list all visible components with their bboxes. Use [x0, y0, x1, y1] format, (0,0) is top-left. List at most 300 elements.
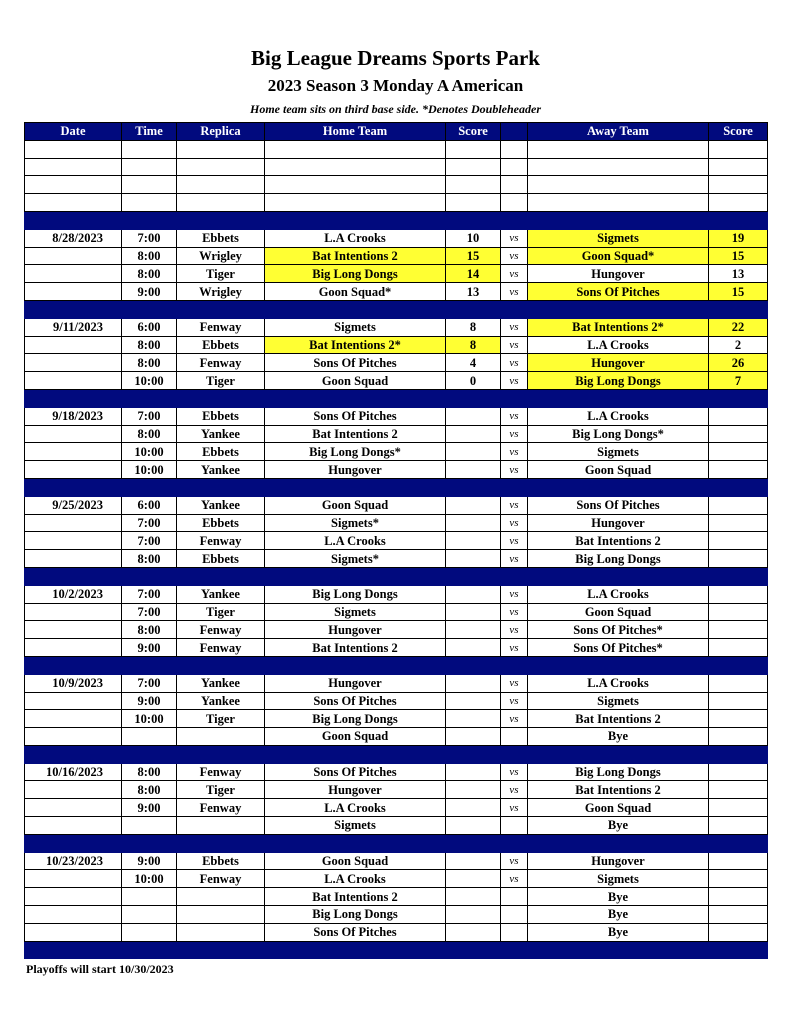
date-cell — [25, 728, 122, 746]
empty-row — [25, 140, 768, 158]
away-score-cell: 15 — [709, 247, 768, 265]
separator-cell — [709, 656, 768, 674]
away-score-cell — [709, 425, 768, 443]
time-cell: 7:00 — [122, 532, 177, 550]
away-team-cell: Big Long Dongs — [528, 372, 709, 390]
time-cell — [122, 888, 177, 906]
home-team-cell: L.A Crooks — [265, 532, 446, 550]
home-team-cell: Sigmets* — [265, 550, 446, 568]
time-cell: 7:00 — [122, 229, 177, 247]
separator-cell — [265, 656, 446, 674]
home-score-cell: 8 — [446, 318, 501, 336]
away-team-cell: Hungover — [528, 514, 709, 532]
table-row — [25, 906, 768, 924]
table-row — [25, 888, 768, 906]
home-score-cell — [446, 514, 501, 532]
away-team-cell — [528, 194, 709, 212]
time-cell: 10:00 — [122, 461, 177, 479]
vs-cell: vs — [501, 852, 528, 870]
empty-row — [25, 176, 768, 194]
separator-cell — [446, 567, 501, 585]
away-team-cell: Goon Squad — [528, 603, 709, 621]
home-team-cell: Hungover — [265, 674, 446, 692]
week-separator-row — [25, 834, 768, 852]
time-cell — [122, 906, 177, 924]
home-team-cell: Bat Intentions 2* — [265, 336, 446, 354]
date-cell — [25, 692, 122, 710]
away-score-cell — [709, 888, 768, 906]
home-score-cell — [446, 621, 501, 639]
home-team-cell: Sons Of Pitches — [265, 354, 446, 372]
away-score-cell: 26 — [709, 354, 768, 372]
vs-cell — [501, 817, 528, 835]
date-cell — [25, 283, 122, 301]
away-team-cell — [528, 158, 709, 176]
replica-cell: Yankee — [177, 692, 265, 710]
vs-cell: vs — [501, 692, 528, 710]
replica-cell — [177, 817, 265, 835]
replica-cell — [177, 906, 265, 924]
table-row — [25, 781, 768, 799]
separator-cell — [501, 478, 528, 496]
separator-cell — [709, 300, 768, 318]
date-cell — [25, 176, 122, 194]
away-score-cell — [709, 585, 768, 603]
time-cell: 10:00 — [122, 372, 177, 390]
col-vs-header — [501, 123, 528, 141]
time-cell: 8:00 — [122, 425, 177, 443]
separator-cell — [446, 745, 501, 763]
date-cell — [25, 247, 122, 265]
week-separator-row — [25, 300, 768, 318]
time-cell: 9:00 — [122, 799, 177, 817]
time-cell: 7:00 — [122, 674, 177, 692]
schedule-note: Home team sits on third base side. *Denotes Doubleheader — [250, 102, 541, 116]
home-team-cell: Big Long Dongs — [265, 585, 446, 603]
home-score-cell — [446, 852, 501, 870]
table-row — [25, 870, 768, 888]
home-team-cell: Sons Of Pitches — [265, 692, 446, 710]
date-cell: 9/18/2023 — [25, 407, 122, 425]
separator-cell — [709, 834, 768, 852]
separator-cell — [25, 389, 122, 407]
home-team-cell: Hungover — [265, 621, 446, 639]
away-score-cell — [709, 781, 768, 799]
week-separator-row — [25, 567, 768, 585]
col-time-header: Time — [122, 123, 177, 141]
date-cell: 10/16/2023 — [25, 763, 122, 781]
vs-cell: vs — [501, 621, 528, 639]
table-row — [25, 265, 768, 283]
vs-cell: vs — [501, 710, 528, 728]
separator-cell — [528, 941, 709, 959]
table-row — [25, 247, 768, 265]
time-cell — [122, 923, 177, 941]
separator-cell — [25, 941, 122, 959]
away-team-cell: Hungover — [528, 354, 709, 372]
home-score-cell: 10 — [446, 229, 501, 247]
time-cell — [122, 140, 177, 158]
away-score-cell — [709, 923, 768, 941]
separator-cell — [446, 834, 501, 852]
time-cell: 8:00 — [122, 336, 177, 354]
vs-cell: vs — [501, 229, 528, 247]
home-score-cell — [446, 194, 501, 212]
vs-cell: vs — [501, 781, 528, 799]
separator-cell — [709, 389, 768, 407]
separator-cell — [446, 656, 501, 674]
home-score-cell — [446, 763, 501, 781]
separator-cell — [177, 300, 265, 318]
home-score-cell: 8 — [446, 336, 501, 354]
separator-cell — [446, 300, 501, 318]
separator-cell — [122, 567, 177, 585]
away-score-cell: 2 — [709, 336, 768, 354]
away-team-cell: Bye — [528, 817, 709, 835]
away-score-cell — [709, 158, 768, 176]
separator-cell — [265, 389, 446, 407]
replica-cell: Ebbets — [177, 550, 265, 568]
away-score-cell — [709, 443, 768, 461]
home-team-cell — [265, 194, 446, 212]
separator-cell — [709, 567, 768, 585]
vs-cell: vs — [501, 425, 528, 443]
replica-cell — [177, 888, 265, 906]
table-row — [25, 496, 768, 514]
time-cell: 9:00 — [122, 639, 177, 657]
separator-cell — [177, 478, 265, 496]
separator-cell — [501, 834, 528, 852]
replica-cell: Fenway — [177, 799, 265, 817]
separator-cell — [501, 745, 528, 763]
separator-cell — [501, 656, 528, 674]
separator-cell — [528, 834, 709, 852]
away-score-cell — [709, 550, 768, 568]
table-row — [25, 318, 768, 336]
time-cell — [122, 817, 177, 835]
col-replica-header: Replica — [177, 123, 265, 141]
replica-cell: Ebbets — [177, 336, 265, 354]
home-team-cell — [265, 140, 446, 158]
away-score-cell: 19 — [709, 229, 768, 247]
home-team-cell: Sons Of Pitches — [265, 763, 446, 781]
date-cell — [25, 550, 122, 568]
separator-cell — [528, 567, 709, 585]
time-cell: 6:00 — [122, 496, 177, 514]
week-separator-row — [25, 745, 768, 763]
replica-cell: Tiger — [177, 603, 265, 621]
table-row — [25, 639, 768, 657]
away-team-cell: Bat Intentions 2 — [528, 781, 709, 799]
away-score-cell — [709, 870, 768, 888]
date-cell — [25, 354, 122, 372]
replica-cell: Fenway — [177, 354, 265, 372]
separator-cell — [446, 941, 501, 959]
table-row — [25, 407, 768, 425]
date-cell — [25, 906, 122, 924]
replica-cell — [177, 194, 265, 212]
time-cell: 7:00 — [122, 514, 177, 532]
replica-cell: Ebbets — [177, 229, 265, 247]
replica-cell: Fenway — [177, 532, 265, 550]
away-score-cell: 22 — [709, 318, 768, 336]
separator-cell — [265, 478, 446, 496]
away-team-cell: Bye — [528, 888, 709, 906]
away-team-cell: Hungover — [528, 265, 709, 283]
separator-cell — [122, 834, 177, 852]
vs-cell: vs — [501, 799, 528, 817]
date-cell — [25, 621, 122, 639]
away-score-cell — [709, 532, 768, 550]
season-subtitle: 2023 Season 3 Monday A American — [267, 76, 524, 95]
away-team-cell: Hungover — [528, 852, 709, 870]
replica-cell — [177, 176, 265, 194]
home-team-cell: Goon Squad* — [265, 283, 446, 301]
replica-cell — [177, 158, 265, 176]
table-row — [25, 674, 768, 692]
home-team-cell: Big Long Dongs* — [265, 443, 446, 461]
away-team-cell: Sons Of Pitches — [528, 283, 709, 301]
home-team-cell: Hungover — [265, 781, 446, 799]
time-cell: 8:00 — [122, 781, 177, 799]
table-row — [25, 763, 768, 781]
date-cell — [25, 923, 122, 941]
separator-cell — [177, 656, 265, 674]
vs-cell — [501, 906, 528, 924]
date-cell — [25, 372, 122, 390]
vs-cell — [501, 728, 528, 746]
home-team-cell: Sons Of Pitches — [265, 923, 446, 941]
away-team-cell: Bat Intentions 2* — [528, 318, 709, 336]
date-cell: 10/23/2023 — [25, 852, 122, 870]
vs-cell — [501, 923, 528, 941]
away-team-cell: Sons Of Pitches* — [528, 621, 709, 639]
time-cell: 9:00 — [122, 852, 177, 870]
week-separator-row — [25, 389, 768, 407]
home-score-cell — [446, 461, 501, 479]
home-team-cell — [265, 158, 446, 176]
separator-cell — [501, 941, 528, 959]
home-score-cell: 15 — [446, 247, 501, 265]
home-score-cell: 4 — [446, 354, 501, 372]
home-score-cell — [446, 870, 501, 888]
time-cell: 8:00 — [122, 550, 177, 568]
home-team-cell: Sigmets — [265, 603, 446, 621]
vs-cell: vs — [501, 247, 528, 265]
home-score-cell — [446, 906, 501, 924]
col-away-team-header: Away Team — [528, 123, 709, 141]
separator-cell — [446, 211, 501, 229]
table-row — [25, 692, 768, 710]
table-row — [25, 621, 768, 639]
separator-cell — [25, 211, 122, 229]
time-cell — [122, 728, 177, 746]
empty-row — [25, 194, 768, 212]
vs-cell — [501, 158, 528, 176]
date-cell — [25, 140, 122, 158]
home-team-cell: Sigmets* — [265, 514, 446, 532]
away-score-cell — [709, 710, 768, 728]
vs-cell: vs — [501, 372, 528, 390]
separator-cell — [177, 941, 265, 959]
separator-cell — [177, 389, 265, 407]
time-cell: 8:00 — [122, 265, 177, 283]
home-score-cell — [446, 176, 501, 194]
date-cell — [25, 639, 122, 657]
separator-cell — [122, 941, 177, 959]
time-cell: 7:00 — [122, 585, 177, 603]
vs-cell: vs — [501, 283, 528, 301]
away-team-cell: Sigmets — [528, 229, 709, 247]
home-team-cell — [265, 176, 446, 194]
away-team-cell: Big Long Dongs — [528, 763, 709, 781]
date-cell — [25, 443, 122, 461]
separator-cell — [528, 211, 709, 229]
replica-cell: Fenway — [177, 318, 265, 336]
separator-cell — [122, 300, 177, 318]
separator-cell — [122, 656, 177, 674]
replica-cell: Ebbets — [177, 407, 265, 425]
vs-cell — [501, 888, 528, 906]
replica-cell: Yankee — [177, 461, 265, 479]
vs-cell — [501, 140, 528, 158]
home-score-cell: 13 — [446, 283, 501, 301]
away-score-cell — [709, 176, 768, 194]
schedule-table — [24, 122, 768, 959]
date-cell — [25, 603, 122, 621]
away-team-cell: L.A Crooks — [528, 674, 709, 692]
separator-cell — [265, 567, 446, 585]
separator-cell — [265, 300, 446, 318]
home-score-cell — [446, 639, 501, 657]
empty-row — [25, 158, 768, 176]
page-title: Big League Dreams Sports Park — [251, 46, 540, 70]
away-team-cell: Sigmets — [528, 443, 709, 461]
away-score-cell — [709, 461, 768, 479]
home-score-cell — [446, 158, 501, 176]
home-score-cell — [446, 532, 501, 550]
table-row — [25, 354, 768, 372]
table-row — [25, 532, 768, 550]
home-score-cell — [446, 140, 501, 158]
time-cell — [122, 176, 177, 194]
home-score-cell: 0 — [446, 372, 501, 390]
away-score-cell — [709, 906, 768, 924]
away-score-cell — [709, 728, 768, 746]
time-cell: 9:00 — [122, 692, 177, 710]
date-cell — [25, 514, 122, 532]
separator-cell — [177, 834, 265, 852]
separator-cell — [528, 745, 709, 763]
table-row — [25, 550, 768, 568]
time-cell: 8:00 — [122, 247, 177, 265]
away-team-cell: Bye — [528, 923, 709, 941]
replica-cell: Ebbets — [177, 852, 265, 870]
date-cell: 10/9/2023 — [25, 674, 122, 692]
away-score-cell — [709, 514, 768, 532]
schedule-body — [25, 140, 768, 959]
date-cell — [25, 158, 122, 176]
home-team-cell: L.A Crooks — [265, 799, 446, 817]
home-score-cell — [446, 407, 501, 425]
separator-cell — [709, 211, 768, 229]
home-team-cell: Big Long Dongs — [265, 906, 446, 924]
table-row — [25, 710, 768, 728]
away-team-cell: Sons Of Pitches* — [528, 639, 709, 657]
separator-cell — [501, 389, 528, 407]
replica-cell: Tiger — [177, 710, 265, 728]
date-cell — [25, 194, 122, 212]
time-cell — [122, 194, 177, 212]
table-row — [25, 799, 768, 817]
playoffs-note: Playoffs will start 10/30/2023 — [26, 962, 174, 976]
away-team-cell: Bat Intentions 2 — [528, 532, 709, 550]
time-cell: 7:00 — [122, 407, 177, 425]
away-team-cell: L.A Crooks — [528, 585, 709, 603]
separator-cell — [709, 745, 768, 763]
vs-cell: vs — [501, 532, 528, 550]
away-team-cell: Bat Intentions 2 — [528, 710, 709, 728]
vs-cell: vs — [501, 461, 528, 479]
separator-cell — [446, 478, 501, 496]
separator-cell — [501, 300, 528, 318]
date-cell — [25, 781, 122, 799]
away-team-cell: Bye — [528, 906, 709, 924]
home-score-cell — [446, 550, 501, 568]
home-team-cell: Hungover — [265, 461, 446, 479]
date-cell — [25, 710, 122, 728]
separator-cell — [528, 656, 709, 674]
vs-cell: vs — [501, 443, 528, 461]
table-row — [25, 283, 768, 301]
away-score-cell — [709, 763, 768, 781]
replica-cell — [177, 728, 265, 746]
replica-cell: Fenway — [177, 870, 265, 888]
separator-cell — [528, 300, 709, 318]
table-row — [25, 229, 768, 247]
replica-cell — [177, 140, 265, 158]
date-cell — [25, 870, 122, 888]
separator-cell — [528, 478, 709, 496]
home-score-cell — [446, 710, 501, 728]
separator-cell — [25, 656, 122, 674]
away-team-cell: L.A Crooks — [528, 407, 709, 425]
time-cell: 10:00 — [122, 443, 177, 461]
replica-cell: Wrigley — [177, 247, 265, 265]
separator-cell — [25, 300, 122, 318]
col-date-header: Date — [25, 123, 122, 141]
time-cell: 8:00 — [122, 354, 177, 372]
separator-cell — [265, 745, 446, 763]
date-cell — [25, 817, 122, 835]
table-row — [25, 425, 768, 443]
vs-cell: vs — [501, 496, 528, 514]
time-cell: 9:00 — [122, 283, 177, 301]
date-cell — [25, 425, 122, 443]
away-team-cell: Goon Squad — [528, 461, 709, 479]
vs-cell: vs — [501, 354, 528, 372]
replica-cell: Wrigley — [177, 283, 265, 301]
vs-cell: vs — [501, 407, 528, 425]
date-cell — [25, 888, 122, 906]
table-row — [25, 923, 768, 941]
away-score-cell — [709, 407, 768, 425]
date-cell — [25, 799, 122, 817]
replica-cell: Tiger — [177, 781, 265, 799]
date-cell — [25, 265, 122, 283]
away-team-cell: Goon Squad* — [528, 247, 709, 265]
vs-cell: vs — [501, 585, 528, 603]
